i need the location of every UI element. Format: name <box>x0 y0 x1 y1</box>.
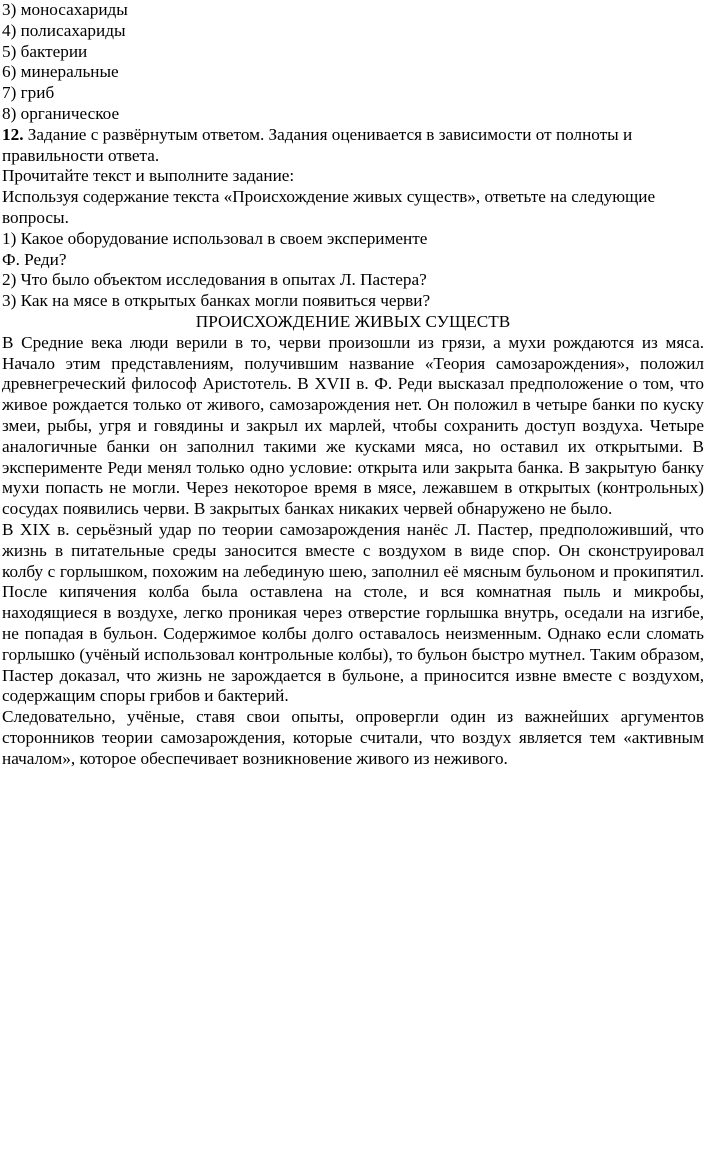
task-number: 12. <box>2 124 24 144</box>
question-line: 2) Что было объектом исследования в опытах Л. Пастера? <box>2 270 427 290</box>
task-header <box>2 125 704 167</box>
task-prompt: Используя содержание текста «Происхождение живых существ», ответьте на следующие вопросы. <box>2 187 656 227</box>
answer-option: 6) минеральные <box>2 62 119 82</box>
task-instruction: Прочитайте текст и выполните задание: <box>2 166 295 186</box>
task-description: Задание с развёрнутым ответом. Задания оценивается в зависимости от полноты и правильности ответа. <box>2 124 633 165</box>
article-paragraph: Следовательно, учёные, ставя свои опыты, опровергли один из важнейших аргументов сторонников теории самозарождения, которые считали, что воздух является тем «активным началом», которое обеспечивает возникновение живого из неживого. <box>2 707 704 768</box>
answer-option: 4) полисахариды <box>2 20 126 40</box>
answer-option: 7) гриб <box>2 83 55 103</box>
question-line: Ф. Реди? <box>2 249 67 269</box>
answer-option: 8) органическое <box>2 103 120 123</box>
question-line: 3) Как на мясе в открытых банках могли появиться черви? <box>2 291 431 311</box>
article-title: ПРОИСХОЖДЕНИЕ ЖИВЫХ СУЩЕСТВ <box>195 311 511 331</box>
question-line: 1) Какое оборудование использовал в своем эксперименте <box>2 228 428 248</box>
article-paragraph: В XIX в. серьёзный удар по теории самозарождения нанёс Л. Пастер, предположивший, что жизнь в питательные среды заносится вместе с воздухом в виде спор. Он сконструировал колбу с горлышком, похожим на лебединую шею, заполнил её мясным бульоном и прокипятил. После кипячения колба была оставлена на столе, и вся комнатная пыль и микробы, находящиеся в воздухе, легко проникая через отверстие горлышка внутрь, оседали на изгибе, не попадая в бульон. Содержимое колбы долго оставалось неизменным. Однако если сломать горлышко (учёный использовал контрольные колбы), то бульон быстро мутнел. Таким образом, Пастер доказал, что жизнь не зарождается в бульоне, а приносится извне вместе с воздухом, содержащим споры грибов и бактерий. <box>2 519 704 706</box>
answer-option: 5) бактерии <box>2 41 88 61</box>
answer-option: 3) моносахариды <box>2 0 128 19</box>
article-paragraph: В Средние века люди верили в то, черви произошли из грязи, а мухи рождаются из мяса. Начало этим представлениям, получившим название «Теория самозарождения», положил древнегреческий философ Аристотель. В XVII в. Ф. Реди высказал предположение о том, что живое рождается только от живого, самозарождения нет. Он положил в четыре банки по куску змеи, рыбы, угря и говядины и закрыл их марлей, чтобы сохранить доступ воздуха. Четыре аналогичные банки он заполнил такими же кусками мяса, но оставил их открытыми. В эксперименте Реди менял только одно условие: открыта или закрыта банка. В закрытую банку мухи попасть не могли. Через некоторое время в мясе, лежавшем в открытых (контрольных) сосудах появились черви. В закрытых банках никаких червей обнаружено не было. <box>2 332 704 519</box>
